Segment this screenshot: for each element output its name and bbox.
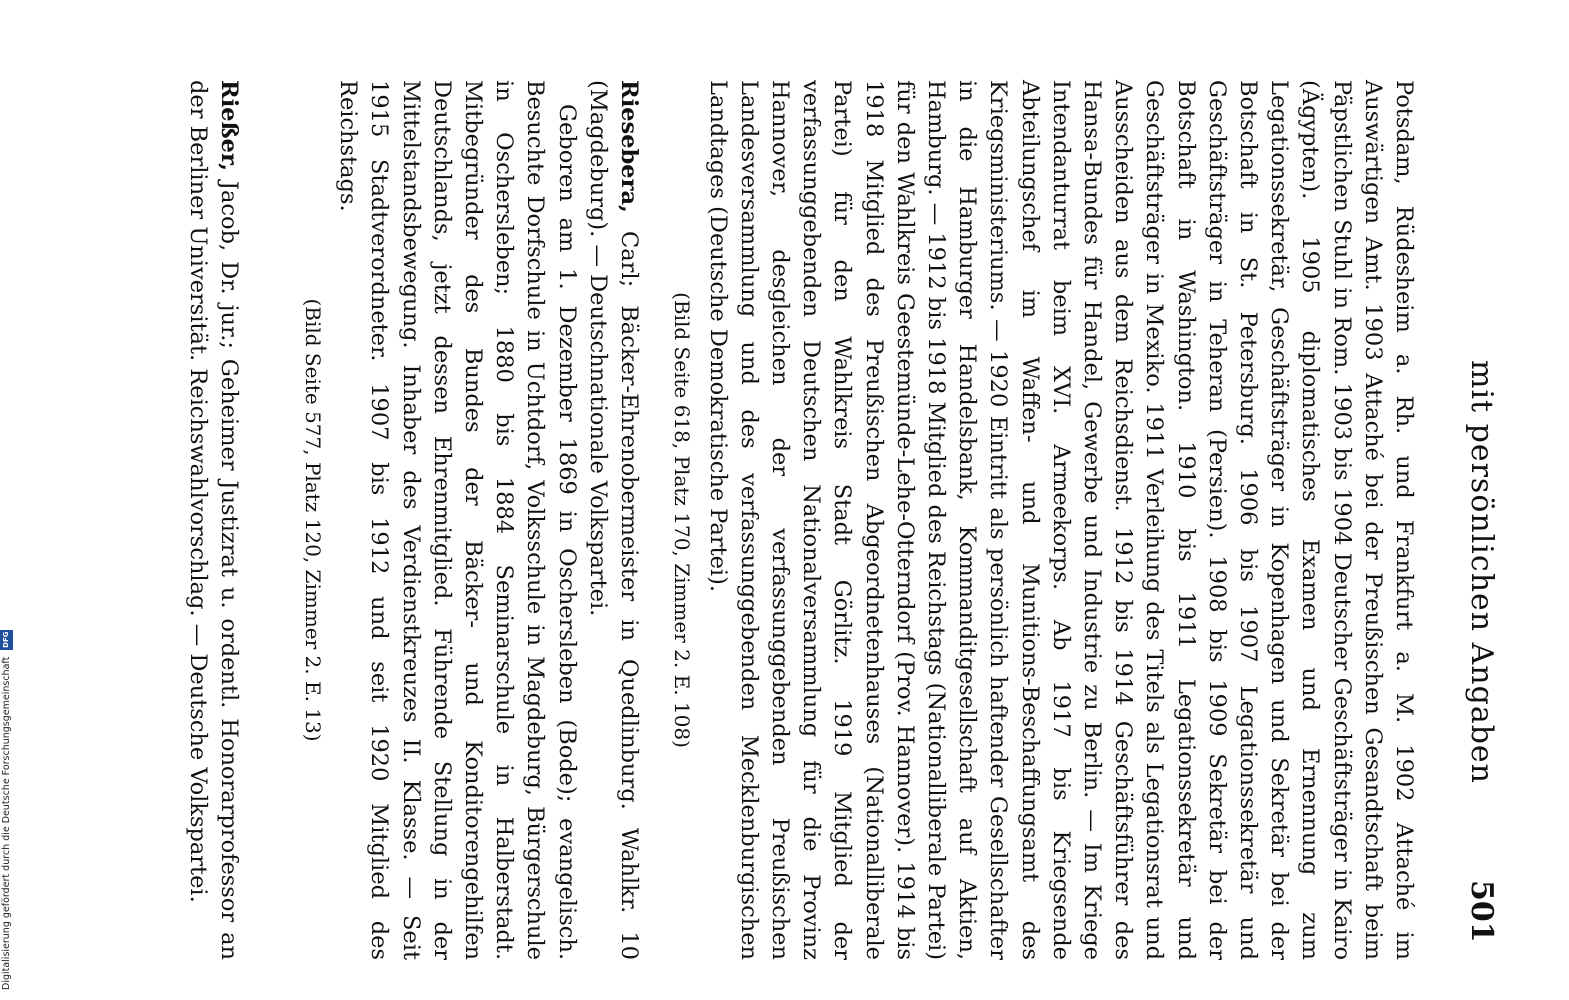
running-head: mit persönlichen Angaben xyxy=(1464,360,1499,784)
entry-riesebera xyxy=(297,80,644,960)
entry-continuation xyxy=(666,80,1419,960)
entry-name: Rießer, xyxy=(216,80,242,172)
entry-riesser xyxy=(182,80,244,960)
dfg-logo-icon: DFG xyxy=(0,630,13,650)
entry-heading-text: Jacob, Dr. jur.; Geheimer Justizrat u. ordentl. Honorarprofessor an der Berliner Universität. Reichswahlvorschlag. — Deutsche Volkspartei. xyxy=(184,80,242,960)
entry-reference: (Bild Seite 577, Platz 120, Zimmer 2. E. 13) xyxy=(300,298,325,742)
entry-heading xyxy=(582,80,644,960)
entry-heading-text: Carl; Bäcker-Ehrenobermeister in Quedlinburg. Wahlkr. 10 (Magdeburg). — Deutschnationale Volkspartei. xyxy=(584,80,642,961)
credit-text: Digitalisierung gefördert durch die Deutsche Forschungsgemeinschaft xyxy=(1,656,12,990)
page-number: 501 xyxy=(1464,880,1499,943)
entry-reference: (Bild Seite 618, Platz 170, Zimmer 2. E. 108) xyxy=(670,292,695,748)
entry-name: Riesebera, xyxy=(616,80,642,213)
entry-heading xyxy=(182,80,244,960)
digitization-credit xyxy=(0,0,14,990)
entry-bio: Geboren am 1. Dezember 1869 in Oschersleben (Bode); evangelisch. Besuchte Dorfschule in Uchtdorf, Volksschule in Magdeburg, Bürgerschule in Oschersleben; 1880 bis 1884 Seminarschule in Halberstadt. Mitbegründer des Bundes der Bäcker- und Konditorengehilfen Deutschlands, jetzt dessen Ehrenmitglied. Führende Stellung in der Mittelstandsbewegung. Inhaber des Verdienstkreuzes II. Klasse. — Seit 1915 Stadtverordneter. 1907 bis 1912 und seit 1920 Mitglied des Reichstags. xyxy=(335,80,580,960)
entry-bio: Potsdam, Rüdesheim a. Rh. und Frankfurt a. M. 1902 Attaché im Auswärtigen Amt. 1903 Attaché bei der Preußischen Gesandtschaft beim Päpstlichen Stuhl in Rom. 1903 bis 1904 Deutscher Geschäftsträger in Kairo (Ägypten). 1905 diplomatisches Examen und Ernennung zum Legationssekretär, Geschäftsträger in Kopenhagen und Sekretär bei der Botschaft in St. Petersburg. 1906 bis 1907 Legationssekretär und Geschäftsträger in Teheran (Persien). 1908 bis 1909 Sekretär bei der Botschaft in Washington. 1910 bis 1911 Legationssekretär und Geschäftsträger in Mexiko. 1911 Verleihung des Titels als Legationsrat und Ausscheiden aus dem Reichsdienst. 1912 bis 1914 Geschäftsführer des Hansa-Bundes für Handel, Gewerbe und Industrie zu Berlin. — Im Kriege Intendanturrat beim XVI. Armeekorps. Ab 1917 bis Kriegsende Abteilungschef im Waffen- und Munitions-Beschaffungsamt des Kriegsministeriums. — 1920 Eintritt als persönlich haftender Gesellschafter in die Hamburger Handelsbank, Kommanditgesellschaft auf Aktien, Hamburg. — 1912 bis 1918 Mitglied des Reichstags (Nationalliberale Partei) für den Wahlkreis Geestemünde-Lehe-Otterndorf (Prov. Hannover). 1914 bis 1918 Mitglied des Preußischen Abgeordnetenhauses (Nationalliberale Partei) für den Wahlkreis Stadt Görlitz. 1919 Mitglied der verfassunggebenden Deutschen Nationalversammlung für die Provinz Hannover, desgleichen der verfassunggebenden Preußischen Landesversammlung und des verfassunggebenden Mecklenburgischen Landtages (Deutsche Demokratische Partei). xyxy=(704,80,1417,960)
